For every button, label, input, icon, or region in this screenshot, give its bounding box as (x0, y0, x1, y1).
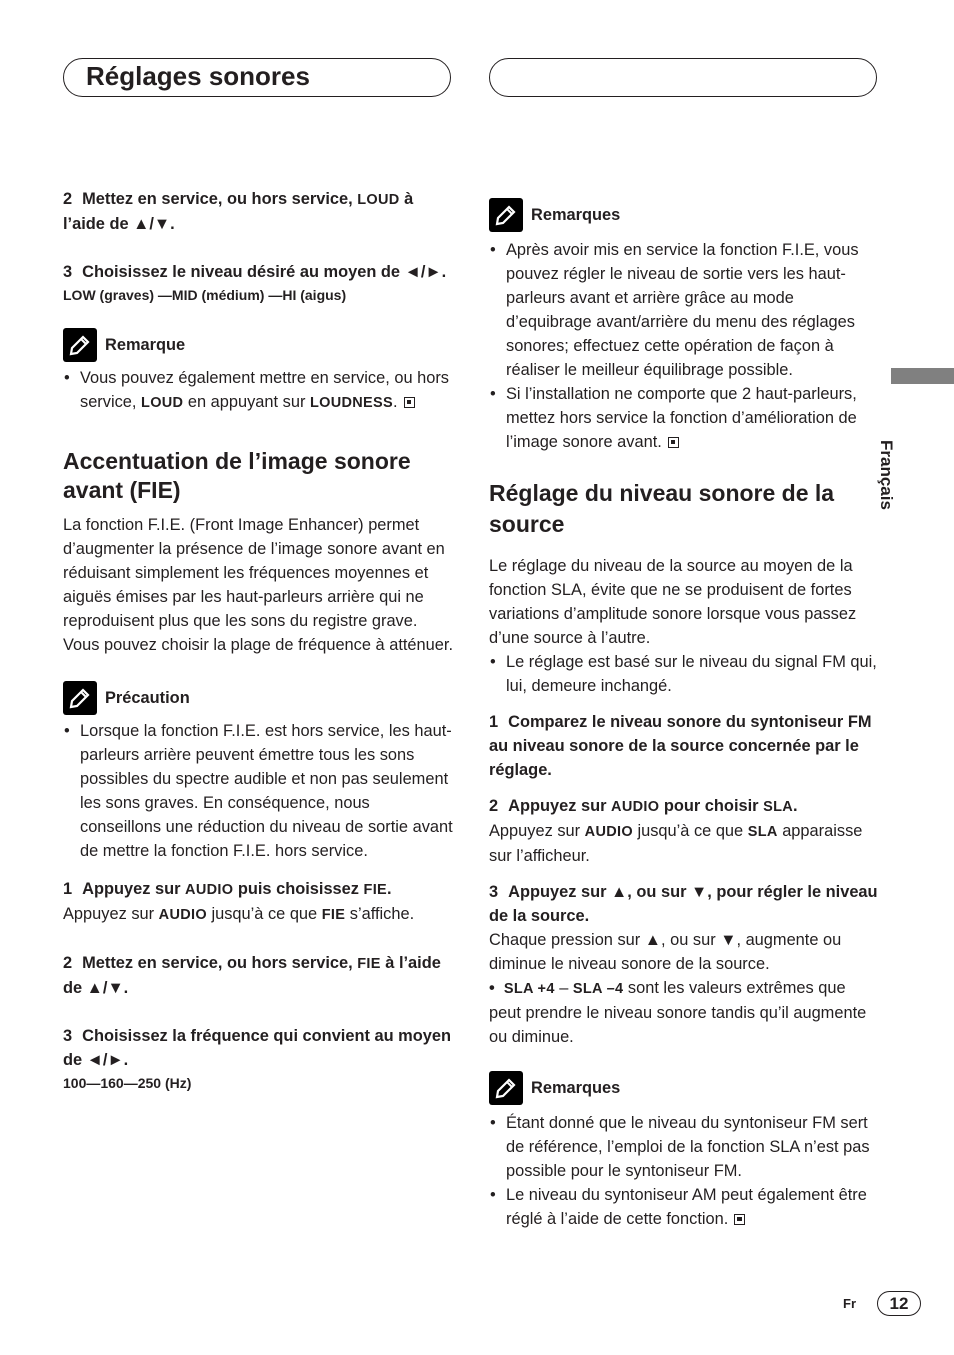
end-square-icon (734, 1214, 745, 1225)
caution-title: Précaution (105, 689, 190, 707)
loud-step-3 (63, 260, 453, 284)
step-text: pour choisir (659, 797, 764, 815)
list-item: • Après avoir mis en service la fonction F.I.E, vous pouvez régler le niveau de sortie vers les haut-parleurs avant et arrière grâce au mode d’equibrage avant/arrière du menu des réglages sonores; effectuez cette opération de façon à réaliser le meilleur équilibrage possible. (489, 238, 879, 382)
sla-intro: Le réglage du niveau de la source au moyen de la fonction SLA, évite que ne se produisent de fortes variations d’amplitude sonore lorsque vous passez d’une source à l’autre. (489, 557, 857, 647)
text: jusqu’à ce que (632, 822, 748, 840)
list-item (63, 366, 453, 415)
header-pill-right (489, 58, 877, 97)
list-item (489, 382, 879, 454)
text: Si l’installation ne comporte que 2 haut-parleurs, mettez hors service la fonction d’amélioration de l’image sonore avant. (506, 385, 857, 451)
sla-step-1 (489, 710, 879, 782)
step-text: Appuyez sur (82, 880, 186, 898)
step-text: puis choisissez (233, 880, 364, 898)
fie-step-2 (63, 951, 453, 1000)
notes2-header (489, 1071, 879, 1105)
keyword: SLA (763, 799, 794, 815)
keyword: LOUD (141, 395, 184, 411)
step-number: 1 (489, 713, 499, 731)
notes-title: Remarques (531, 206, 621, 224)
page-title: Réglages sonores (86, 61, 310, 91)
text: jusqu’à ce que (206, 905, 322, 923)
sla-step-2-desc (489, 819, 879, 868)
step-number: 2 (489, 797, 499, 815)
text: Vous pouvez également mettre en service, ou hors service, (80, 369, 449, 411)
step-text: . (793, 797, 798, 815)
step-text: Choisissez la fréquence qui convient au moyen de ◄/►. (63, 1027, 452, 1069)
notes-header (489, 198, 879, 232)
step-text: à l’aide de ▲/▼. (63, 190, 414, 233)
loud-step-2 (63, 187, 453, 236)
list-item (489, 1183, 879, 1231)
keyword: SLA –4 (572, 981, 624, 997)
step-number: 2 (63, 190, 73, 208)
end-square-icon (668, 437, 679, 448)
keyword: SLA (747, 824, 778, 840)
header-pill-left (63, 58, 451, 97)
keyword: LOUDNESS (309, 395, 393, 411)
fie-options: 100—160—250 (Hz) (63, 1075, 192, 1091)
caution-header (63, 681, 453, 715)
keyword: FIE (357, 956, 381, 972)
fie-step-1-desc (63, 902, 453, 927)
sla-range (489, 976, 879, 1049)
step-text: Appuyez sur (508, 797, 612, 815)
notes-list (489, 238, 879, 454)
step-text: Comparez le niveau sonore du syntoniseur FM au niveau sonore de la source concernée par le réglage. (489, 713, 872, 779)
step-text: Choisissez le niveau désiré au moyen de ◄/►. (82, 263, 447, 281)
section-heading-fie: Accentuation de l’image sonore avant (FIE) (63, 448, 411, 503)
bullet: • (489, 979, 504, 997)
step-number: 3 (63, 1027, 73, 1045)
notes2-list (489, 1111, 879, 1231)
section-heading-sla: Réglage du niveau sonore de la source (489, 480, 835, 537)
sla-step-2 (489, 794, 879, 819)
text: . (392, 393, 398, 411)
fie-step-1 (63, 877, 453, 902)
left-column (63, 187, 453, 1094)
right-column (489, 198, 879, 1231)
sla-step-3-desc: Chaque pression sur ▲, ou sur ▼, augmente ou diminue le niveau sonore de la source. (489, 931, 842, 973)
text: Appuyez sur (489, 822, 585, 840)
notes2-title: Remarques (531, 1079, 621, 1097)
step-text: Mettez en service, ou hors service, (82, 190, 358, 208)
note-pen-icon (63, 328, 97, 362)
note-pen-icon (489, 1071, 523, 1105)
page-number: 12 (877, 1291, 921, 1316)
text: apparaisse sur l’afficheur. (489, 822, 863, 865)
step-text: . (387, 880, 392, 898)
step-text: Appuyez sur ▲, ou sur ▼, pour régler le niveau de la source. (489, 883, 878, 925)
list-item: • Étant donné que le niveau du syntoniseur FM sert de référence, l’emploi de la fonction SLA n’est pas possible pour le syntoniseur FM. (489, 1111, 879, 1183)
step-number: 1 (63, 880, 73, 898)
note-pen-icon (63, 681, 97, 715)
footer-language: Fr (843, 1296, 856, 1311)
list-item: • Lorsque la fonction F.I.E. est hors service, les haut-parleurs arrière peuvent émettre tous les sons possibles du spectre audible et non pas seulement les sons graves. En conséquence, nous conseillons une réduction du niveau de sortie avant de mettre la fonction F.I.E. hors service. (63, 719, 453, 863)
side-language-label: Français (877, 440, 896, 510)
step-number: 2 (63, 954, 73, 972)
keyword: FIE (363, 882, 388, 898)
keyword: LOUD (357, 192, 400, 208)
step-text: à l’aide de ▲/▼. (63, 954, 441, 997)
note-list (63, 366, 453, 415)
step-text: Mettez en service, ou hors service, (82, 954, 358, 972)
fie-step-3 (63, 1024, 453, 1072)
keyword: AUDIO (185, 882, 234, 898)
step-number: 3 (63, 263, 73, 281)
loud-options: LOW (graves) —MID (médium) —HI (aigus) (63, 287, 347, 303)
text: Le niveau du syntoniseur AM peut également être réglé à l’aide de cette fonction. (506, 1186, 867, 1228)
keyword: SLA +4 (503, 981, 555, 997)
list-item: • Le réglage est basé sur le niveau du signal FM qui, lui, demeure inchangé. (489, 650, 879, 698)
step-number: 3 (489, 883, 499, 901)
end-square-icon (404, 397, 415, 408)
text: s’affiche. (345, 905, 415, 923)
text: en appuyant sur (183, 393, 310, 411)
keyword: AUDIO (158, 907, 207, 923)
keyword: FIE (321, 907, 346, 923)
sla-step-3 (489, 880, 879, 928)
text: – (554, 979, 573, 997)
note-header (63, 328, 453, 362)
caution-list (63, 719, 453, 863)
keyword: AUDIO (584, 824, 633, 840)
text: Appuyez sur (63, 905, 159, 923)
text: sont les valeurs extrêmes que peut prendre le niveau sonore tandis qu’il augmente ou diminue. (489, 979, 867, 1046)
note-pen-icon (489, 198, 523, 232)
sla-bullets (489, 650, 879, 698)
fie-intro: La fonction F.I.E. (Front Image Enhancer) permet d’augmenter la présence de l’image sonore avant en réduisant simplement les fréquences moyennes et aiguës émises par les haut-parleurs arrière qui ne reproduisent plus que les sons du registre grave. Vous pouvez choisir la plage de fréquence à atténuer. (63, 516, 454, 654)
side-tab-marker (891, 368, 954, 384)
note-title: Remarque (105, 336, 186, 354)
keyword: AUDIO (611, 799, 660, 815)
